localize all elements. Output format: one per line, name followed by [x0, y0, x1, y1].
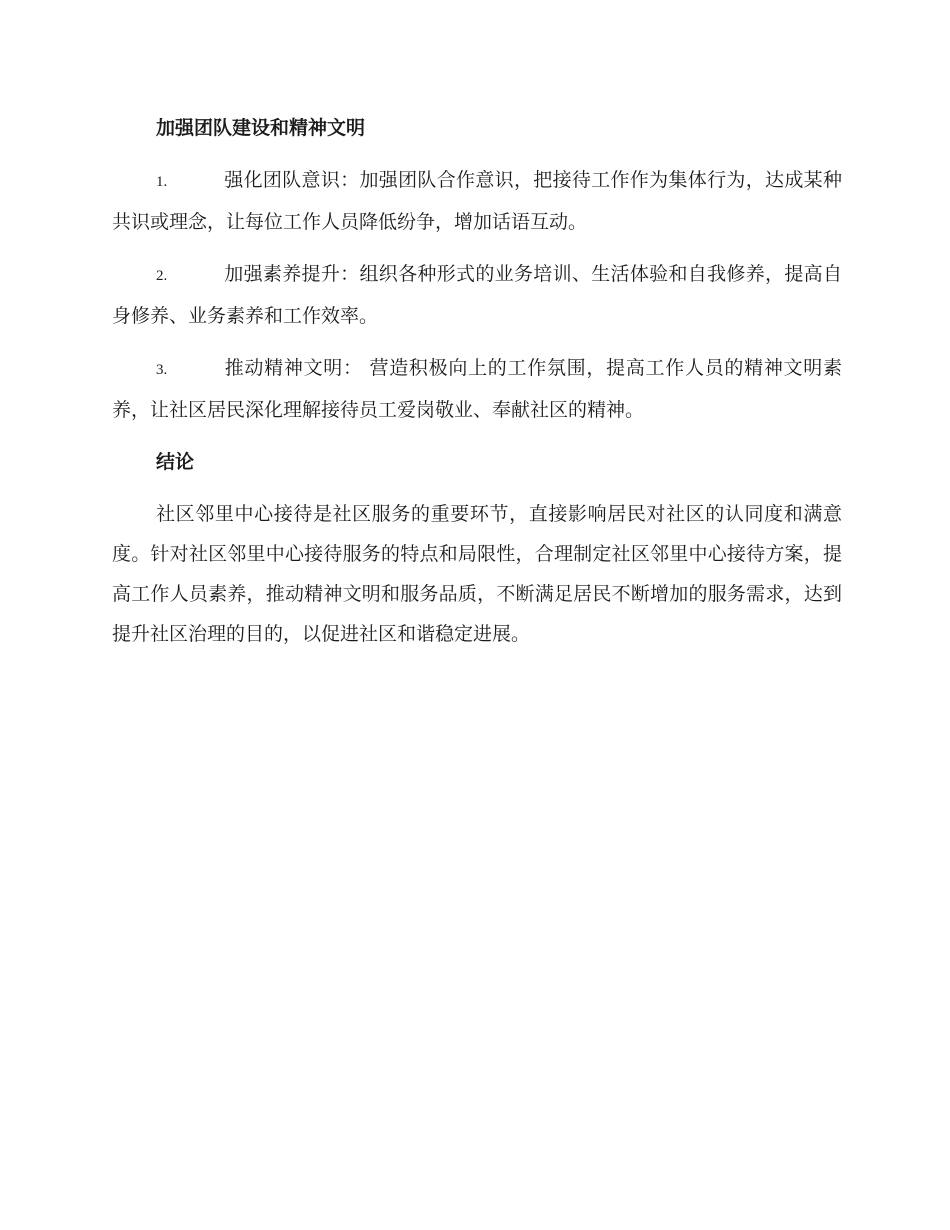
- list-item-number: 2.: [156, 268, 168, 284]
- list-item: [112, 160, 842, 242]
- list-item-text: 强化团队意识：加强团队合作意识，把接待工作作为集体行为，达成某种共识或理念，让每位工作人员降低纷争，增加话语互动。: [112, 169, 842, 233]
- list-item-number: 1.: [156, 174, 168, 190]
- list-item-number: 3.: [156, 362, 168, 378]
- numbered-list: [112, 160, 842, 430]
- section-heading-conclusion: 结论: [156, 451, 195, 473]
- list-item: [112, 348, 842, 430]
- document-page: [112, 108, 842, 654]
- conclusion-paragraph: 社区邻里中心接待是社区服务的重要环节，直接影响居民对社区的认同度和满意度。针对社区邻里中心接待服务的特点和局限性，合理制定社区邻里中心接待方案，提高工作人员素养，推动精神文明和服务品质，不断满足居民不断增加的服务需求，达到提升社区治理的目的，以促进社区和谐稳定进展。: [112, 503, 842, 645]
- list-item-text: 加强素养提升：组织各种形式的业务培训、生活体验和自我修养，提高自身修养、业务素养和工作效率。: [112, 263, 842, 327]
- section-heading-team-building: 加强团队建设和精神文明: [156, 117, 366, 139]
- list-item-text: 推动精神文明： 营造积极向上的工作氛围，提高工作人员的精神文明素养，让社区居民深化理解接待员工爱岗敬业、奉献社区的精神。: [112, 357, 842, 421]
- list-item: [112, 254, 842, 336]
